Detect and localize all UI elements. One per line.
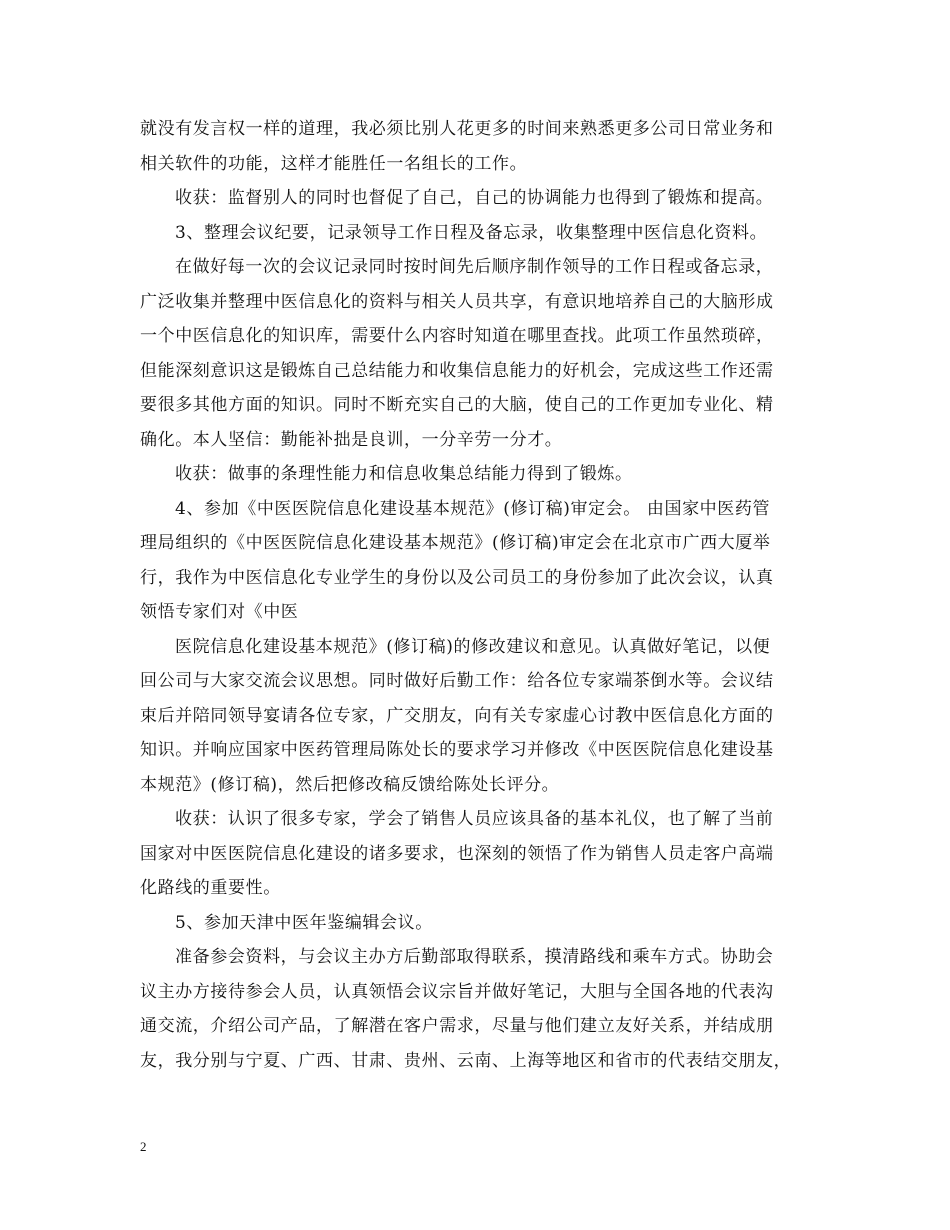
text-line: 知识。并响应国家中医药管理局陈处长的要求学习并修改《中医医院信息化建设基 xyxy=(140,740,774,760)
text-line: 医院信息化建设基本规范》(修订稿)的修改建议和意见。认真做好笔记，以便 xyxy=(175,636,771,657)
text-line: 5、参加天津中医年鉴编辑会议。 xyxy=(175,912,433,933)
page-number: 2 xyxy=(140,1139,147,1154)
text-line: 收获：做事的条理性能力和信息收集总结能力得到了锻炼。 xyxy=(175,464,633,484)
text-line: 准备参会资料，与会议主办方后勤部取得联系，摸清路线和乘车方式。协助会 xyxy=(175,947,774,967)
text-line: 通交流，介绍公司产品，了解潜在客户需求，尽量与他们建立友好关系，并结成朋 xyxy=(140,1016,774,1036)
text-line: 行，我作为中医信息化专业学生的身份以及公司员工的身份参加了此次会议，认真 xyxy=(140,567,774,588)
text-line: 理局组织的《中医医院信息化建设基本规范》(修订稿)审定会在北京市广西大厦举 xyxy=(140,533,771,553)
text-line: 3、整理会议纪要，记录领导工作日程及备忘录，收集整理中医信息化资料。 xyxy=(175,222,768,243)
text-line: 议主办方接待参会人员，认真领悟会议宗旨并做好笔记，大胆与全国各地的代表沟 xyxy=(140,981,774,1002)
text-line: 本规范》(修订稿)，然后把修改稿反馈给陈处长评分。 xyxy=(140,774,560,795)
text-line: 广泛收集并整理中医信息化的资料与相关人员共享，有意识地培养自己的大脑形成 xyxy=(140,291,774,312)
text-line: 一个中医信息化的知识库，需要什么内容时知道在哪里查找。此项工作虽然琐碎， xyxy=(140,326,774,346)
text-line: 回公司与大家交流会议思想。同时做好后勤工作：给各位专家端茶倒水等。会议结 xyxy=(140,671,774,691)
text-line: 要很多其他方面的知识。同时不断充实自己的大脑，使自己的工作更加专业化、精 xyxy=(140,395,774,415)
text-line: 确化。本人坚信：勤能补拙是良训，一分辛劳一分才。 xyxy=(140,429,563,450)
text-line: 国家对中医医院信息化建设的诸多要求，也深刻的领悟了作为销售人员走客户高端 xyxy=(140,843,774,864)
text-line: 相关软件的功能，这样才能胜任一名组长的工作。 xyxy=(140,153,528,174)
text-line: 收获：监督别人的同时也督促了自己，自己的协调能力也得到了锻炼和提高。 xyxy=(175,188,774,208)
text-line: 化路线的重要性。 xyxy=(140,878,281,898)
text-line: 友，我分别与宁夏、广西、甘肃、贵州、云南、上海等地区和省市的代表结交朋友， xyxy=(140,1050,792,1071)
text-line: 但能深刻意识这是锻炼自己总结能力和收集信息能力的好机会，完成这些工作还需 xyxy=(140,360,774,381)
text-line: 收获：认识了很多专家，学会了销售人员应该具备的基本礼仪，也了解了当前 xyxy=(175,809,774,829)
text-line: 就没有发言权一样的道理，我必须比别人花更多的时间来熟悉更多公司日常业务和 xyxy=(140,119,774,139)
text-line: 束后并陪同领导宴请各位专家，广交朋友，向有关专家虚心讨教中医信息化方面的 xyxy=(140,705,774,726)
text-line: 在做好每一次的会议记录同时按时间先后顺序制作领导的工作日程或备忘录， xyxy=(175,257,774,277)
text-line: 4、参加《中医医院信息化建设基本规范》(修订稿)审定会。 由国家中医药管 xyxy=(175,498,771,519)
text-line: 领悟专家们对《中医 xyxy=(140,602,299,622)
document-body xyxy=(140,112,820,1078)
